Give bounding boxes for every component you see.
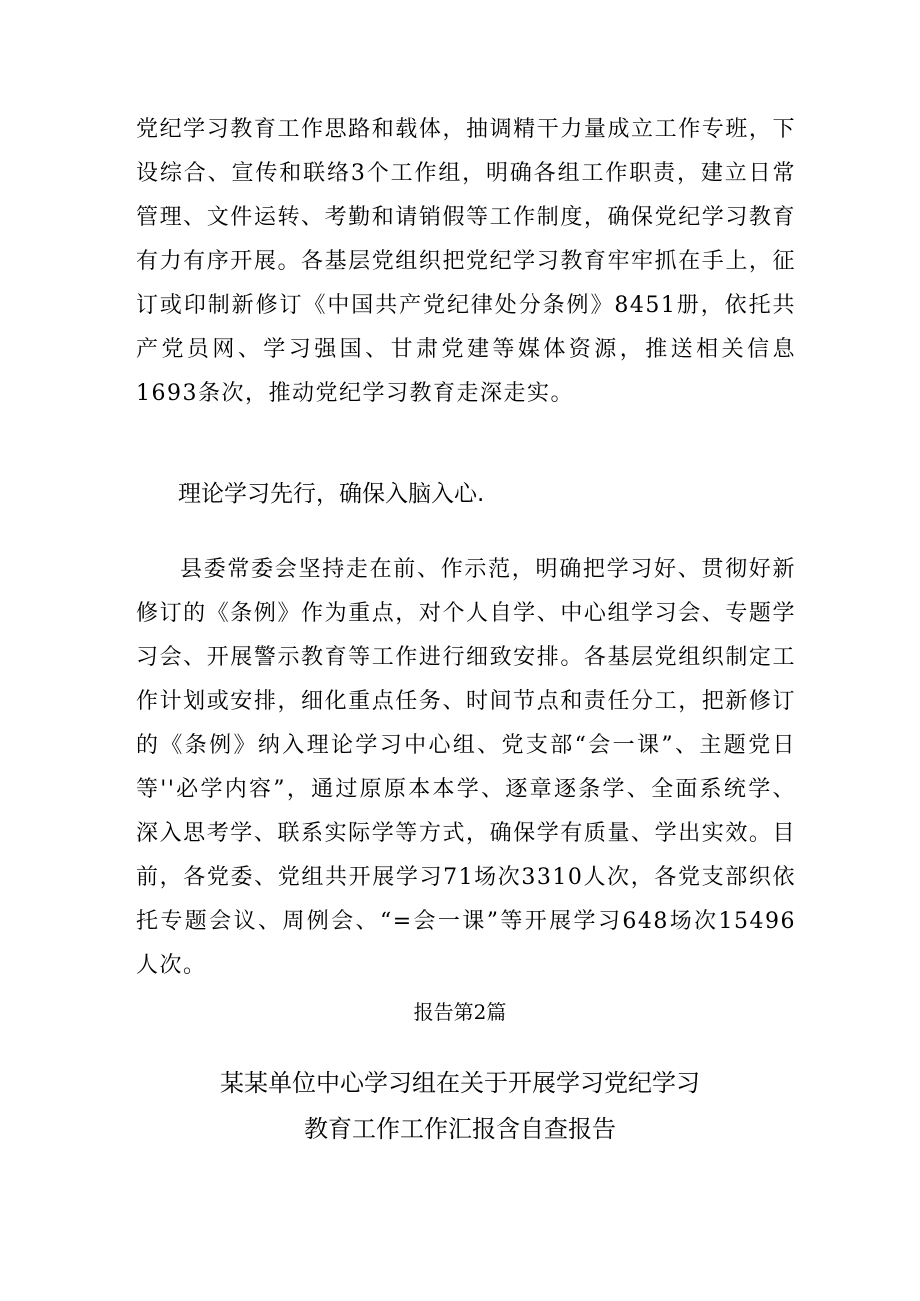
body-paragraph: 县委常委会坚持走在前、作示范，明确把学习好、贯彻好新修订的《条例》作为重点，对个人自学、中心组学习会、专题学习会、开展警示教育等工作进行细致安排。各基层党组织制定工作计划或安排，细化重点任务、时间节点和责任分工，把新修订的《条例》纳入理论学习中心组、党支部“会一课”、主题党日等''必学内容”，通过原原本本学、逐章逐条学、全面系统学、深入思考学、联系实际学等方式，确保学有质量、学出实效。目前，各党委、党组共开展学习71场次3310人次，各党支部织依托专题会议、周例会、“=会一课”等开展学习648场次15496人次。 xyxy=(136,557,796,978)
report-number: 报告第2篇 xyxy=(413,1000,507,1024)
title-line-2: 教育工作工作汇报含自查报告 xyxy=(304,1115,616,1143)
title-line-1: 某某单位中心学习组在关于开展学习党纪学习 xyxy=(220,1069,700,1097)
document-title xyxy=(0,1060,920,1152)
body-paragraph: 党纪学习教育工作思路和载体，抽调精干力量成立工作专班，下设综合、宣传和联络3个工作组，明确各组工作职责，建立日常管理、文件运转、考勤和请销假等工作制度，确保党纪学习教育有力有序开展。各基层党组织把党纪学习教育牢牢抓在手上，征订或印制新修订《中国共产党纪律处分条例》8451册，依托共产党员网、学习强国、甘肃党建等媒体资源，推送相关信息1693条次，推动党纪学习教育走深走实。 xyxy=(136,117,796,406)
section-heading: 理论学习先行，确保入脑入心. xyxy=(178,481,485,507)
